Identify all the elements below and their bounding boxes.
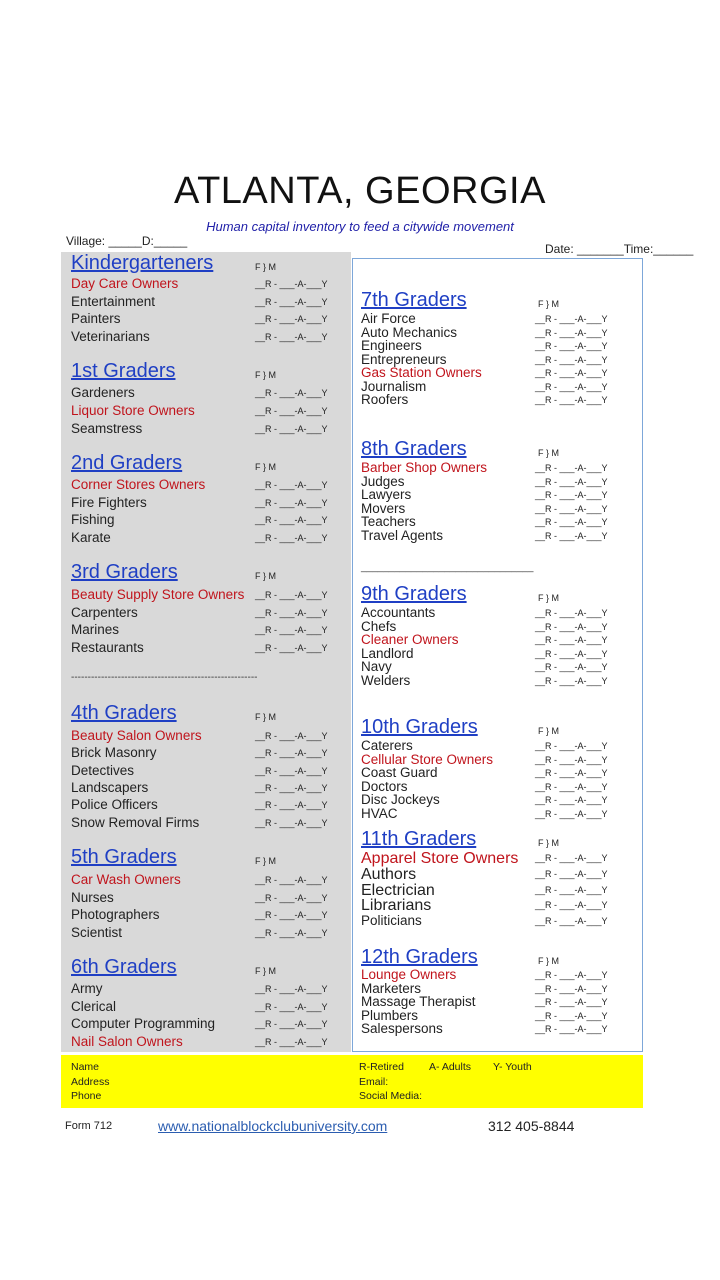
page-title: ATLANTA, GEORGIA: [174, 170, 546, 212]
response-line[interactable]: __R - ___-A-___Y: [255, 296, 328, 307]
key-adults: A- Adults: [429, 1061, 472, 1073]
response-line[interactable]: __R - ___-A-___Y: [255, 984, 328, 994]
occupation-label: Authors: [361, 865, 417, 883]
response-line[interactable]: __R - ___-A-___Y: [255, 590, 328, 600]
occupation-label: Nurses: [71, 889, 114, 905]
response-line[interactable]: __R - ___-A-___Y: [535, 853, 608, 863]
occupation-label: Nail Salon Owners: [71, 1033, 183, 1049]
occupation-label: Police Officers: [71, 797, 158, 813]
response-line[interactable]: __R - ___-A-___Y: [535, 781, 608, 792]
occupation-label: Judges: [361, 473, 405, 489]
occupation-label: HVAC: [361, 805, 398, 821]
response-line[interactable]: __R - ___-A-___Y: [255, 1019, 328, 1029]
occupation-label: Karate: [71, 529, 111, 545]
response-line[interactable]: __R - ___-A-___Y: [255, 331, 328, 342]
occupation-label: Plumbers: [361, 1007, 419, 1023]
occupation-label: Journalism: [361, 378, 427, 394]
response-line[interactable]: __R - ___-A-___Y: [255, 731, 328, 741]
fm-header: F } M: [538, 448, 560, 458]
grade-heading: 1st Graders: [71, 360, 176, 382]
response-line[interactable]: __R - ___-A-___Y: [255, 765, 328, 776]
response-line[interactable]: __R - ___-A-___Y: [535, 463, 608, 473]
form-number: Form 712: [65, 1120, 113, 1132]
response-line[interactable]: __R - ___-A-___Y: [535, 795, 608, 805]
occupation-label: Librarians: [361, 897, 432, 915]
grade-heading: 7th Graders: [361, 289, 467, 311]
occupation-label: Beauty Salon Owners: [71, 728, 202, 743]
occupation-label: Politicians: [361, 913, 422, 929]
response-line[interactable]: __R - ___-A-___Y: [255, 314, 328, 324]
occupation-label: Entertainment: [71, 293, 156, 309]
occupation-label: Chefs: [361, 618, 397, 634]
name-field[interactable]: Name: [71, 1061, 100, 1073]
left-divider: --------------------------------------------------------: [71, 672, 258, 683]
fm-header: F } M: [538, 838, 560, 848]
key-retired: R-Retired: [359, 1061, 404, 1073]
contact-box: [61, 1055, 643, 1108]
occupation-label: Engineers: [361, 338, 422, 353]
grade-heading: 6th Graders: [71, 956, 177, 978]
response-line[interactable]: __R - ___-A-___Y: [535, 983, 608, 994]
occupation-label: Car Wash Owners: [71, 872, 181, 887]
occupation-label: Cellular Store Owners: [361, 751, 494, 767]
response-line[interactable]: __R - ___-A-___Y: [535, 900, 608, 911]
response-line[interactable]: __R - ___-A-___Y: [535, 621, 608, 632]
response-line[interactable]: __R - ___-A-___Y: [255, 406, 328, 416]
website-link[interactable]: www.nationalblockclubuniversity.com: [158, 1118, 388, 1134]
grade-heading: 9th Graders: [361, 583, 467, 605]
contact-phone: 312 405-8844: [488, 1118, 575, 1134]
response-line[interactable]: __R - ___-A-___Y: [255, 927, 328, 938]
response-line[interactable]: __R - ___-A-___Y: [255, 875, 328, 885]
occupation-label: Caterers: [361, 738, 413, 753]
occupation-label: Movers: [361, 500, 406, 516]
grade-heading: 8th Graders: [361, 438, 467, 460]
response-line[interactable]: __R - ___-A-___Y: [535, 768, 608, 778]
response-line[interactable]: __R - ___-A-___Y: [535, 341, 608, 351]
phone-field[interactable]: Phone: [71, 1090, 102, 1102]
grade-heading: 4th Graders: [71, 702, 177, 724]
fm-header: F } M: [255, 262, 277, 272]
grade-heading: 5th Graders: [71, 846, 177, 868]
occupation-label: Accountants: [361, 605, 436, 620]
occupation-label: Salespersons: [361, 1021, 443, 1036]
occupation-label: Doctors: [361, 778, 408, 794]
fm-header: F } M: [538, 299, 560, 309]
response-line[interactable]: __R - ___-A-___Y: [535, 381, 608, 392]
fm-header: F } M: [538, 726, 560, 736]
occupation-label: Beauty Supply Store Owners: [71, 587, 245, 602]
response-line[interactable]: __R - ___-A-___Y: [255, 497, 328, 508]
village-field[interactable]: Village: _____D:_____: [66, 234, 188, 248]
response-line[interactable]: __R - ___-A-___Y: [535, 327, 608, 338]
occupation-label: Disc Jockeys: [361, 792, 440, 807]
response-line[interactable]: __R - ___-A-___Y: [255, 892, 328, 903]
response-line[interactable]: __R - ___-A-___Y: [255, 748, 328, 759]
occupation-label: Lawyers: [361, 487, 412, 502]
occupation-label: Navy: [361, 659, 392, 674]
response-line[interactable]: __R - ___-A-___Y: [535, 503, 608, 514]
response-line[interactable]: __R - ___-A-___Y: [255, 1001, 328, 1012]
occupation-label: Computer Programming: [71, 1016, 216, 1031]
occupation-label: Entrepreneurs: [361, 351, 447, 367]
response-line[interactable]: __R - ___-A-___Y: [535, 476, 608, 487]
occupation-label: Snow Removal Firms: [71, 814, 200, 830]
occupation-label: Brick Masonry: [71, 745, 157, 761]
fm-header: F } M: [538, 593, 560, 603]
response-line[interactable]: __R - ___-A-___Y: [535, 395, 608, 405]
response-line[interactable]: __R - ___-A-___Y: [535, 741, 608, 751]
response-line[interactable]: __R - ___-A-___Y: [535, 675, 608, 686]
occupation-label: Gardeners: [71, 385, 135, 400]
social-media-field[interactable]: Social Media:: [359, 1090, 423, 1102]
fm-header: F } M: [255, 856, 277, 866]
response-line[interactable]: __R - ___-A-___Y: [255, 625, 328, 635]
response-line[interactable]: __R - ___-A-___Y: [255, 782, 328, 793]
occupation-label: Detectives: [71, 762, 135, 778]
response-line[interactable]: __R - ___-A-___Y: [255, 515, 328, 525]
subtitle: Human capital inventory to feed a citywide movement: [206, 219, 514, 234]
occupation-label: Cleaner Owners: [361, 632, 459, 647]
response-line[interactable]: __R - ___-A-___Y: [255, 817, 328, 828]
response-line[interactable]: __R - ___-A-___Y: [535, 368, 608, 378]
occupation-label: Fishing: [71, 512, 115, 527]
occupation-label: Landscapers: [71, 779, 149, 795]
response-line[interactable]: __R - ___-A-___Y: [535, 997, 608, 1007]
grade-heading: 2nd Graders: [71, 452, 183, 474]
occupation-label: Roofers: [361, 392, 409, 407]
occupation-label: Corner Stores Owners: [71, 477, 206, 492]
response-line[interactable]: __R - ___-A-___Y: [535, 314, 608, 324]
occupation-label: Scientist: [71, 924, 123, 940]
grade-heading: 12th Graders: [361, 946, 478, 968]
response-line[interactable]: __R - ___-A-___Y: [255, 800, 328, 811]
response-line[interactable]: __R - ___-A-___Y: [255, 1036, 328, 1047]
email-field[interactable]: Email:: [359, 1076, 389, 1088]
occupation-label: Barber Shop Owners: [361, 460, 488, 475]
occupation-label: Photographers: [71, 907, 160, 922]
response-line[interactable]: __R - ___-A-___Y: [535, 517, 608, 527]
occupation-label: Lounge Owners: [361, 967, 457, 982]
occupation-label: Carpenters: [71, 604, 138, 620]
occupation-label: Massage Therapist: [361, 994, 476, 1009]
fm-header: F } M: [255, 571, 277, 581]
key-youth: Y- Youth: [493, 1061, 532, 1073]
occupation-label: Landlord: [361, 645, 414, 661]
occupation-label: Marines: [71, 622, 120, 637]
response-line[interactable]: __R - ___-A-___Y: [535, 884, 608, 895]
occupation-label: Gas Station Owners: [361, 365, 482, 380]
occupation-label: Day Care Owners: [71, 276, 179, 291]
response-line[interactable]: __R - ___-A-___Y: [535, 1010, 608, 1021]
fm-header: F } M: [255, 462, 277, 472]
response-line[interactable]: __R - ___-A-___Y: [255, 279, 328, 289]
response-line[interactable]: __R - ___-A-___Y: [255, 532, 328, 543]
occupation-label: Auto Mechanics: [361, 324, 458, 340]
response-line[interactable]: __R - ___-A-___Y: [535, 354, 608, 365]
response-line[interactable]: __R - ___-A-___Y: [535, 635, 608, 645]
occupation-label: Army: [71, 981, 103, 996]
response-line[interactable]: __R - ___-A-___Y: [535, 916, 608, 927]
grade-heading: 10th Graders: [361, 716, 478, 738]
grade-heading: Kindergarteners: [71, 252, 214, 274]
occupation-label: Electrician: [361, 881, 435, 899]
occupation-label: Restaurants: [71, 639, 144, 655]
response-line[interactable]: __R - ___-A-___Y: [255, 607, 328, 618]
response-line[interactable]: __R - ___-A-___Y: [535, 662, 608, 672]
right-divider: _______________________________: [361, 562, 534, 573]
response-line[interactable]: __R - ___-A-___Y: [255, 424, 328, 434]
fm-header: F } M: [538, 956, 560, 966]
occupation-label: Painters: [71, 311, 121, 326]
response-line[interactable]: __R - ___-A-___Y: [535, 970, 608, 980]
address-field[interactable]: Address: [71, 1076, 110, 1088]
grade-heading: 3rd Graders: [71, 561, 178, 583]
occupation-label: Liquor Store Owners: [71, 403, 195, 418]
response-line[interactable]: __R - ___-A-___Y: [535, 648, 608, 659]
occupation-label: Coast Guard: [361, 765, 438, 780]
occupation-label: Apparel Store Owners: [361, 850, 519, 867]
response-line[interactable]: __R - ___-A-___Y: [535, 1024, 608, 1034]
fm-header: F } M: [255, 712, 277, 722]
response-line[interactable]: __R - ___-A-___Y: [255, 642, 328, 653]
occupation-label: Fire Fighters: [71, 494, 147, 510]
occupation-label: Air Force: [361, 311, 416, 326]
occupation-label: Welders: [361, 672, 411, 688]
occupation-label: Marketers: [361, 980, 422, 996]
occupation-label: Veterinarians: [71, 328, 150, 344]
fm-header: F } M: [255, 966, 277, 976]
response-line[interactable]: __R - ___-A-___Y: [535, 868, 608, 879]
response-line[interactable]: __R - ___-A-___Y: [535, 808, 608, 819]
occupation-label: Seamstress: [71, 421, 143, 436]
date-time-field[interactable]: Date: _______Time:______: [545, 242, 694, 256]
occupation-label: Clerical: [71, 998, 117, 1014]
response-line[interactable]: __R - ___-A-___Y: [255, 388, 328, 398]
grade-heading: 11th Graders: [361, 828, 477, 850]
fm-header: F } M: [255, 370, 277, 380]
occupation-label: Travel Agents: [361, 527, 444, 543]
response-line[interactable]: __R - ___-A-___Y: [535, 608, 608, 618]
response-line[interactable]: __R - ___-A-___Y: [535, 530, 608, 541]
response-line[interactable]: __R - ___-A-___Y: [535, 754, 608, 765]
response-line[interactable]: __R - ___-A-___Y: [255, 910, 328, 920]
occupation-label: Teachers: [361, 514, 416, 529]
response-line[interactable]: __R - ___-A-___Y: [535, 490, 608, 500]
response-line[interactable]: __R - ___-A-___Y: [255, 480, 328, 490]
